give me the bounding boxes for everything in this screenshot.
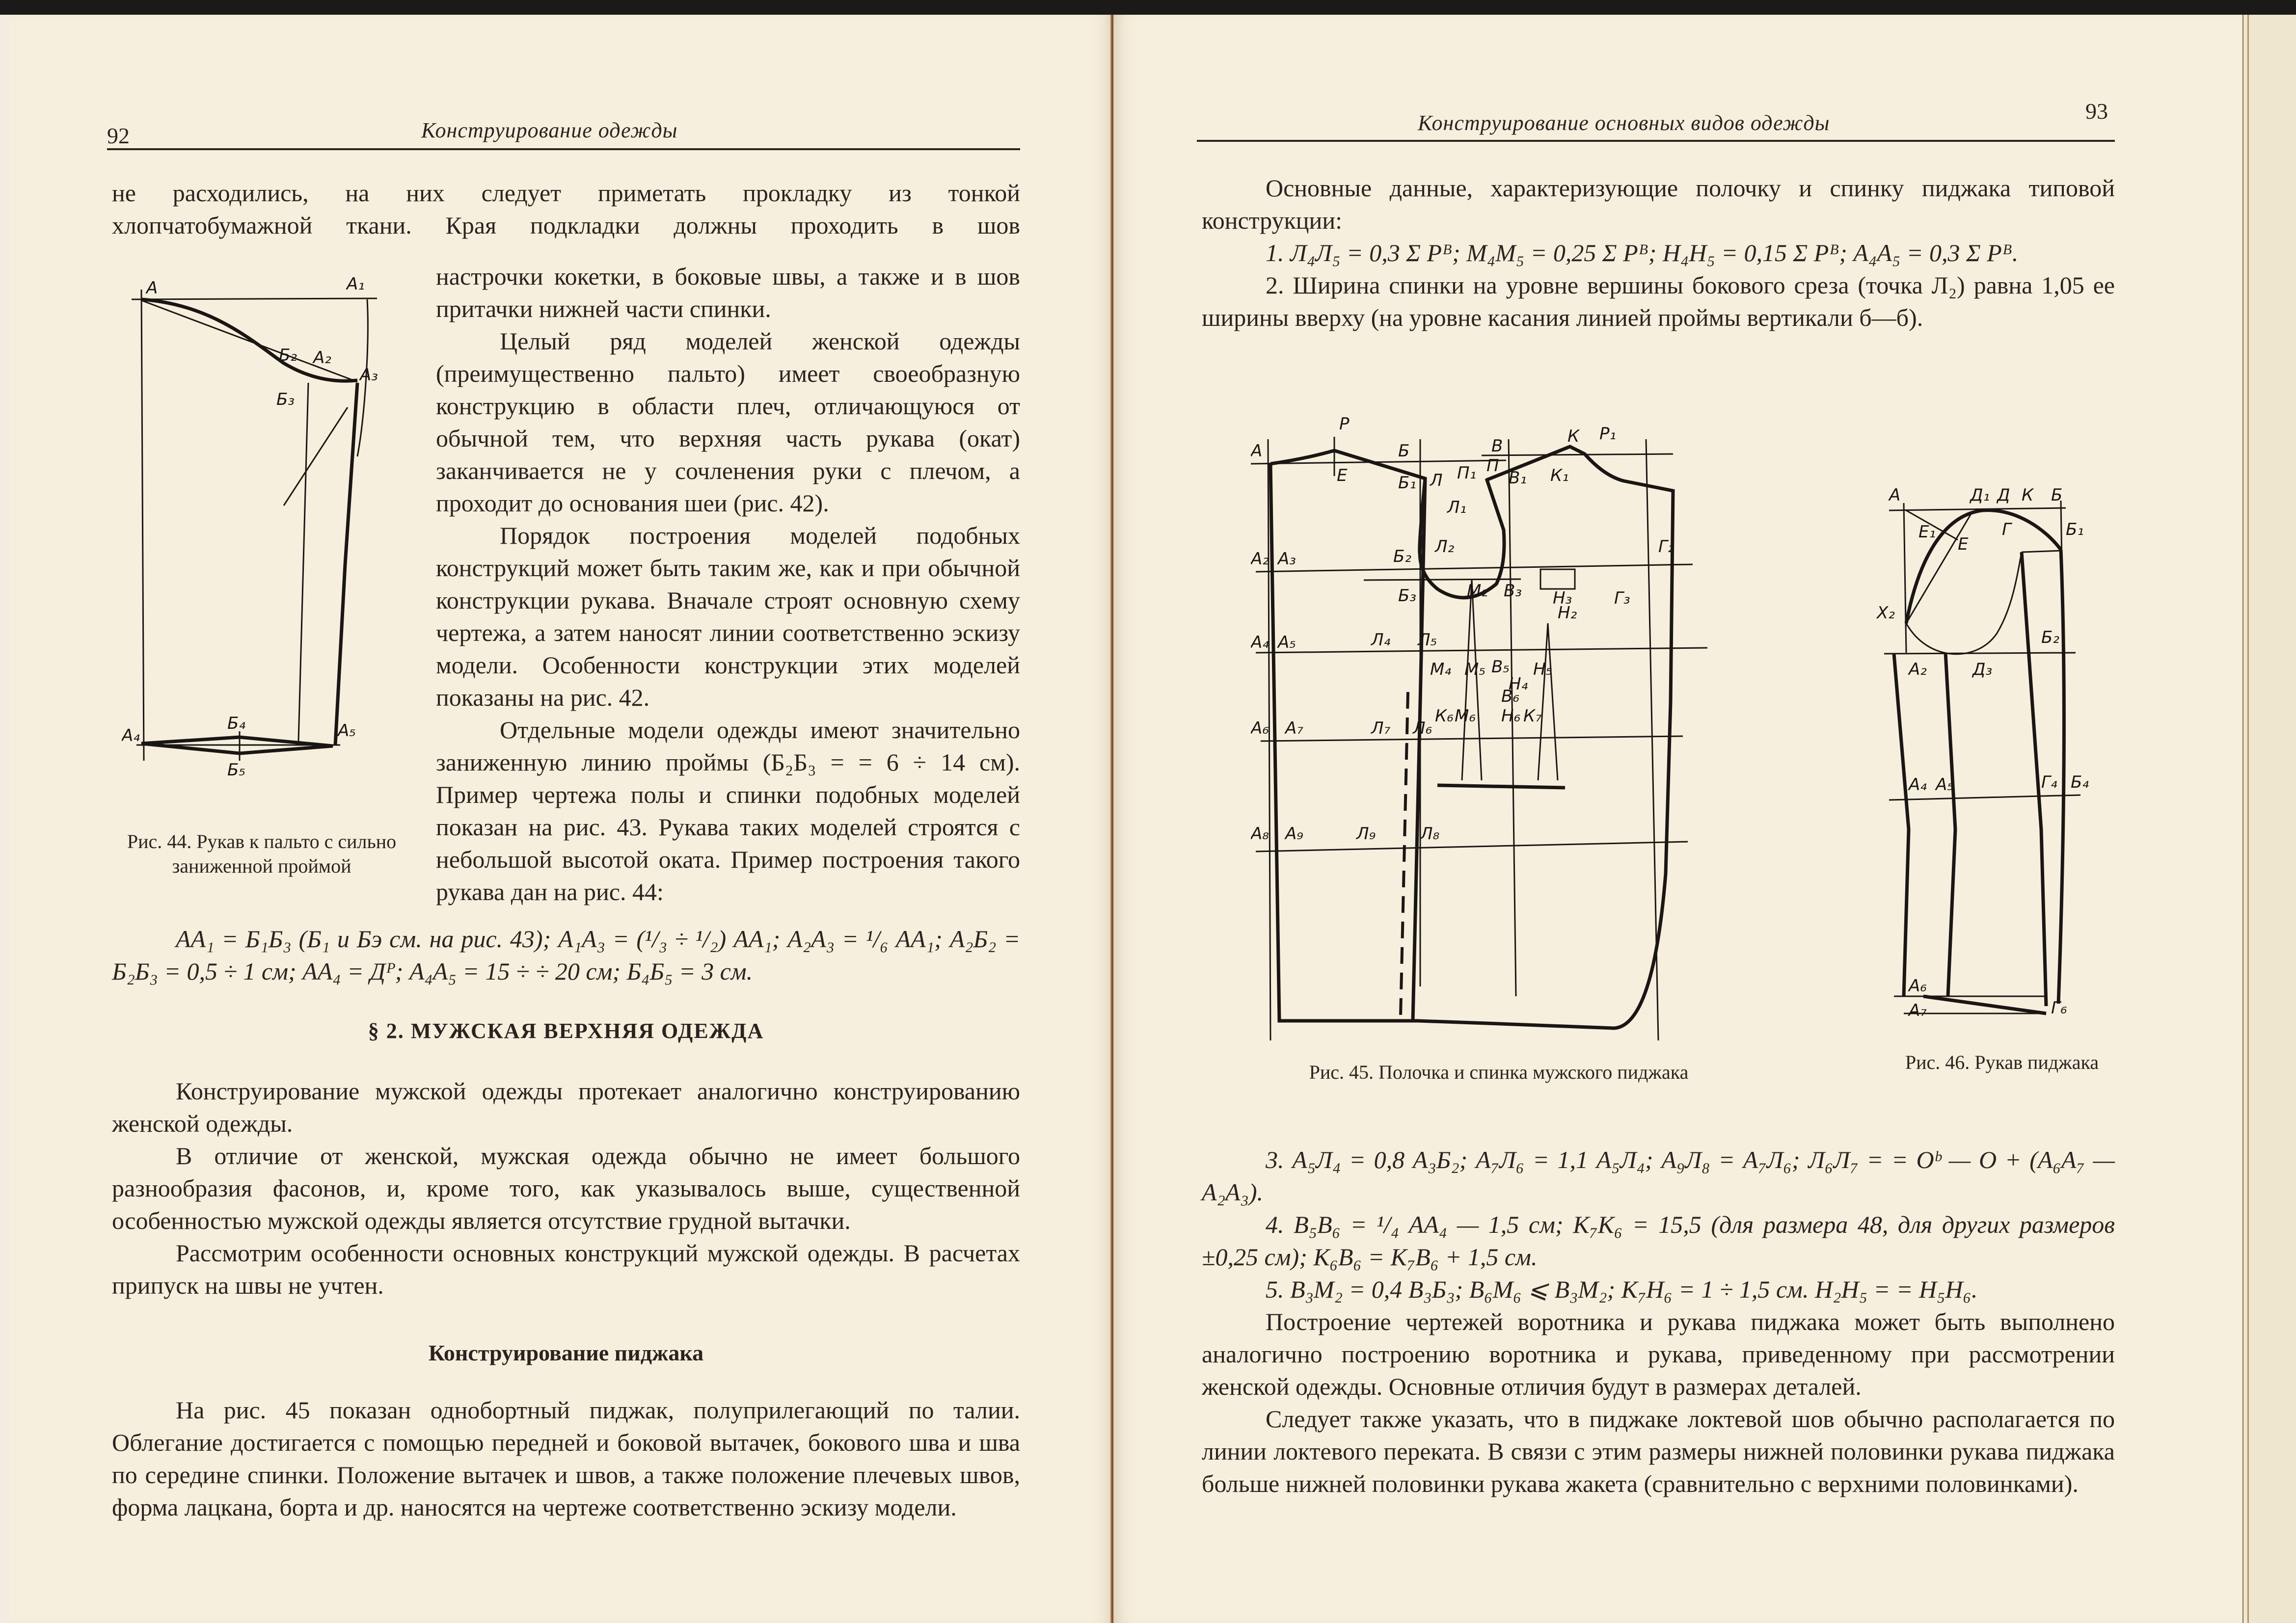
fig46-label: Б₂ bbox=[2041, 628, 2059, 647]
fig45-label: А₅ bbox=[1278, 633, 1296, 652]
fig45-chest-line bbox=[1256, 564, 1693, 572]
intro-line: хлопчатобумажной ткани. Края подкладки должны проходить в шов bbox=[112, 212, 1020, 239]
paragraph: Основные данные, характеризующие полочку и спинку пиджака типовой конструкции: bbox=[1202, 174, 2115, 234]
fig45-label: П₁ bbox=[1457, 463, 1477, 483]
fig45-label: Л₅ bbox=[1418, 630, 1437, 650]
fig45-welt-pocket bbox=[1540, 569, 1575, 589]
fig45-label: Н₂ bbox=[1558, 603, 1577, 623]
fig45-label: В₃ bbox=[1504, 581, 1522, 601]
fig46-label: Б bbox=[2051, 486, 2063, 505]
fig46-hem-diagonal bbox=[1923, 996, 2046, 1013]
fig45-label: Р₁ bbox=[1599, 424, 1617, 444]
figure-46-sleeve-drawing bbox=[1869, 486, 2144, 1036]
fig45-label: К₇ bbox=[1523, 706, 1542, 726]
fig45-front-dart bbox=[1462, 579, 1482, 780]
header-rule bbox=[1197, 140, 2115, 142]
paragraph: Порядок построения моделей подобных конструкций может быть таким же, как и при обычной конструкции рукава. Вначале строят основную схему чертежа, а затем наносят линии соответственно эскизу модели. Особенности конструкции этих моделей показаны на рис. 42. bbox=[436, 522, 1020, 711]
fig45-pocket-line bbox=[1437, 785, 1565, 788]
fig45-label: М₆ bbox=[1455, 706, 1476, 726]
fig45-label: Б₃ bbox=[1398, 586, 1416, 606]
paragraph: Целый ряд моделей женской одежды (преимущественно пальто) имеет своеобразную конструкцию в области плеч, отличающуюся от обычной тем, что верхняя часть рукава (окат) заканчивается не у сочленения руки с плечом, а проходит до основания шеи (рис. 42). bbox=[436, 327, 1020, 517]
running-head: Конструирование одежды bbox=[421, 118, 678, 142]
paragraph: Конструирование мужской одежды протекает аналогично конструированию женской одежды. bbox=[112, 1077, 1020, 1137]
fig45-label: М₄ bbox=[1430, 660, 1451, 679]
fig46-label: Д₃ bbox=[1972, 660, 1993, 679]
scan-background bbox=[0, 0, 2296, 15]
fig46-label: Д₁ bbox=[1970, 486, 1990, 505]
section-text bbox=[112, 1075, 1020, 1302]
fig45-label: Р bbox=[1339, 414, 1350, 434]
fig46-label: К bbox=[2022, 486, 2034, 505]
page-number: 93 bbox=[2085, 99, 2108, 124]
figure-46-caption: Рис. 46. Рукав пиджака bbox=[1905, 1051, 2099, 1073]
figure-44-caption: Рис. 44. Рукав к пальто с сильно заниженной проймой bbox=[127, 830, 397, 877]
fig45-label: А₄ bbox=[1251, 633, 1269, 652]
fig45-label: Н₄ bbox=[1509, 674, 1528, 694]
fig46-label: А₆ bbox=[1909, 976, 1927, 996]
fig45-label: Б bbox=[1398, 441, 1410, 461]
formula-5: 5. В₃М₂ = 0,4 В₃Б₃; В₆М₆ ⩽ В₃М₂; К₇Н₆ = 1 ÷ 1,5 см. Н₂Н₅ = = Н₅Н₆. bbox=[1266, 1276, 1978, 1303]
fig45-label: М₅ bbox=[1464, 660, 1486, 679]
fig45-label: Л₉ bbox=[1356, 824, 1376, 844]
paragraph: В отличие от женской, мужская одежда обычно не имеет большого разнообразия фасонов, и, кроме того, как указывалось выше, существенной особенностью мужской одежды является отсутствие грудной вытачки. bbox=[112, 1142, 1020, 1234]
bottom-text bbox=[1202, 1144, 2115, 1500]
fig45-label: Н₃ bbox=[1553, 588, 1572, 608]
fig44-label: А₁ bbox=[347, 274, 365, 294]
fig46-label: Г₆ bbox=[2051, 998, 2067, 1018]
fig44-inner-line bbox=[298, 383, 308, 741]
running-head: Конструирование основных видов одежды bbox=[1418, 111, 1830, 135]
formula-4: 4. В₅В₆ = ¹/₄ АА₄ — 1,5 см; К₇К₆ = 15,5 (для размера 48, для других размеров ±0,25 см); К₆В₆ = К₇В₆ + 1,5 см. bbox=[1202, 1211, 2115, 1271]
fig45-label: В₆ bbox=[1501, 687, 1519, 706]
fig44-label: Б₄ bbox=[227, 714, 245, 733]
fig44-armhole-curve bbox=[141, 299, 357, 381]
fig45-hip-line bbox=[1261, 736, 1683, 741]
fig45-label: Н₆ bbox=[1501, 706, 1521, 726]
fig46-label: А₄ bbox=[1909, 775, 1927, 795]
fig45-label: В bbox=[1491, 436, 1503, 456]
paragraph: 2. Ширина спинки на уровне вершины бокового среза (точка Л₂) равна 1,05 ее ширины вверху (на уровне касания линией проймы вертикали б—б). bbox=[1202, 271, 2115, 331]
fig45-label: Б₂ bbox=[1393, 547, 1411, 566]
fig45-label: Л₂ bbox=[1435, 537, 1455, 557]
paragraph: настрочки кокетки, в боковые швы, а также и в шов притачки нижней части спинки. bbox=[436, 263, 1020, 322]
section-heading: § 2. МУЖСКАЯ ВЕРХНЯЯ ОДЕЖДА bbox=[368, 1019, 764, 1043]
fig44-label: А₅ bbox=[338, 721, 356, 741]
fig45-label: Н₅ bbox=[1533, 660, 1553, 679]
fig44-front-seam bbox=[335, 383, 357, 745]
fig46-construction-1 bbox=[1906, 511, 1972, 623]
fig44-construction-line bbox=[141, 300, 357, 382]
fig46-elbow-line-top bbox=[1884, 653, 2076, 654]
fig46-label: Д bbox=[1997, 486, 2010, 505]
fig45-label: В₅ bbox=[1491, 657, 1510, 677]
fig44-label: А₄ bbox=[122, 726, 140, 745]
fig45-label: Б₁ bbox=[1398, 473, 1416, 493]
fig45-label: М₂ bbox=[1467, 581, 1488, 601]
right-page bbox=[1113, 15, 2242, 1623]
page-edge bbox=[2242, 15, 2296, 1623]
fig44-label: Б₂ bbox=[279, 346, 297, 365]
fig46-top-short-line bbox=[2022, 551, 2061, 552]
fig44-label: А₃ bbox=[360, 365, 378, 385]
fig46-vertical-A bbox=[1904, 503, 1906, 653]
fig45-label: К bbox=[1567, 426, 1580, 446]
fig46-inner-seam bbox=[1945, 653, 1955, 996]
fig44-label: Б₃ bbox=[276, 390, 295, 409]
fig46-label: А₇ bbox=[1909, 1001, 1927, 1020]
paragraph: Отдельные модели одежды имеют значительно заниженную линию проймы (Б₂Б₃ = = 6 ÷ 14 см). Пример чертежа полы и спинки подобных моделей показан на рис. 43. Рукава таких моделей строятся с небольшой высотой оката. Пример построения такого рукава дан на рис. 44: bbox=[436, 716, 1020, 905]
figure-44-sleeve-drawing bbox=[122, 270, 397, 820]
fig45-label: А₂ bbox=[1251, 549, 1269, 569]
fig45-label: А₈ bbox=[1251, 824, 1269, 844]
fig45-label: К₆ bbox=[1435, 706, 1454, 726]
fig45-label: К₁ bbox=[1550, 466, 1569, 485]
fig45-label: Л bbox=[1430, 471, 1443, 490]
fig46-front-seam bbox=[1894, 654, 1909, 996]
fig45-label: А₉ bbox=[1285, 824, 1303, 844]
fig45-label: Г₃ bbox=[1614, 588, 1630, 608]
paragraph: Следует также указать, что в пиджаке локтевой шов обычно располагается по линии локтевого переката. В связи с этим размеры нижней половинки рукава пиджака больше нижней половинки рукава жакета (сравнительно с верхними половинками). bbox=[1202, 1405, 2115, 1497]
column-text bbox=[436, 260, 1020, 908]
fig46-label: Х₂ bbox=[1877, 603, 1895, 623]
fig46-label: Б₁ bbox=[2066, 520, 2084, 539]
fig45-armhole-bottom-line bbox=[1364, 579, 1521, 580]
fig46-label: Е bbox=[1958, 534, 1969, 554]
fig44-label: А₂ bbox=[313, 348, 331, 368]
fig45-label: В₁ bbox=[1509, 468, 1527, 488]
fig45-label: Л₄ bbox=[1371, 630, 1391, 650]
fig46-back-seam bbox=[2058, 550, 2064, 1004]
formula-3: 3. А₅Л₄ = 0,8 А₃Б₂; А₇Л₆ = 1,1 А₅Л₄; А₉Л₈ = А₇Л₆; Л₆Л₇ = = Oᵇ — O + (А₆А₇ — А₂А₃). bbox=[1202, 1146, 2115, 1206]
figure-45-jacket-drawing bbox=[1251, 407, 1771, 1055]
formula-1: 1. Л₄Л₅ = 0,3 Σ Pᴮ; M₄M₅ = 0,25 Σ Pᴮ; H₄H₅ = 0,15 Σ Pᴮ; А₄А₅ = 0,3 Σ Pᴮ. bbox=[1266, 239, 2019, 266]
fig44-label: А bbox=[146, 278, 158, 298]
fig45-label: Л₁ bbox=[1447, 498, 1467, 517]
subheading-text bbox=[112, 1394, 1020, 1523]
page-edge-line bbox=[2247, 15, 2249, 1623]
left-page bbox=[9, 15, 1113, 1623]
fig46-label: Е₁ bbox=[1918, 522, 1936, 542]
figure-45-caption: Рис. 45. Полочка и спинка мужского пиджака bbox=[1309, 1061, 1689, 1083]
fig44-diagonal bbox=[284, 407, 348, 506]
fig46-label: А₅ bbox=[1936, 775, 1954, 795]
fig45-label: Г₂ bbox=[1658, 537, 1675, 557]
fig45-label: Л₈ bbox=[1420, 824, 1440, 844]
header-rule bbox=[107, 148, 1020, 150]
fig44-left-vertical bbox=[141, 290, 144, 761]
fig45-dashed-line bbox=[1401, 692, 1408, 1016]
fig45-label: П bbox=[1486, 456, 1499, 476]
fig44-label: Б₅ bbox=[227, 760, 245, 780]
page-number: 92 bbox=[107, 123, 130, 148]
fig45-top-line-right bbox=[1482, 454, 1673, 455]
fig45-label: Л₆ bbox=[1413, 718, 1432, 738]
fig45-waist-line bbox=[1256, 648, 1707, 653]
fig45-label: Е bbox=[1337, 466, 1348, 485]
sleeve-formula: АА₁ = Б₁Б₃ (Б₁ и Бэ см. на рис. 43); А₁А₃ = (¹/₃ ÷ ¹/₂) АА₁; А₂А₃ = ¹/₆ АА₁; А₂Б₂ = Б₂Б₃ = 0,5 ÷ 1 см; АА₄ = Дᴾ; А₄А₅ = 15 ÷ ÷ 20 см; Б₄Б₅ = 3 см. bbox=[112, 925, 1020, 985]
fig45-label: Л₇ bbox=[1371, 718, 1391, 738]
fig45-hem-line bbox=[1256, 842, 1688, 851]
top-text bbox=[1202, 172, 2115, 334]
paragraph: На рис. 45 показан однобортный пиджак, полуприлегающий по талии. Облегание достигается с помощью передней и боковой вытачек, бокового шва и шва по середине спинки. Положение вытачек и швов, а также положение плечевых швов, форма лацкана, борта и др. наносятся на чертеже соответственно эскизу модели. bbox=[112, 1396, 1020, 1521]
fig45-label: А₇ bbox=[1285, 718, 1303, 738]
fig46-label: Г₄ bbox=[2041, 772, 2057, 792]
subheading: Конструирование пиджака bbox=[428, 1340, 704, 1365]
intro-text bbox=[112, 177, 1020, 241]
fig46-elbow-line bbox=[1889, 795, 2080, 800]
fig44-top-line bbox=[132, 298, 377, 299]
fig46-label: Б₄ bbox=[2071, 772, 2089, 792]
paragraph: Рассмотрим особенности основных конструкций мужской одежды. В расчетах припуск на швы не учтен. bbox=[112, 1239, 1020, 1299]
fig46-label: А bbox=[1889, 486, 1901, 505]
fig46-label: Г bbox=[2002, 520, 2011, 539]
fig45-side-dart bbox=[1538, 623, 1558, 780]
fig45-label: А bbox=[1251, 441, 1263, 461]
fig45-label: А₆ bbox=[1251, 718, 1269, 738]
paragraph: Построение чертежей воротника и рукава пиджака может быть выполнено аналогично построению воротника и рукава, приведенному при рассмотрении женской одежды. Основные отличия будут в размерах деталей. bbox=[1202, 1308, 2115, 1400]
intro-line: не расходились, на них следует приметать прокладку из тонкой bbox=[112, 179, 1020, 207]
fig46-label: А₂ bbox=[1909, 660, 1927, 679]
fig45-label: А₃ bbox=[1278, 549, 1296, 569]
